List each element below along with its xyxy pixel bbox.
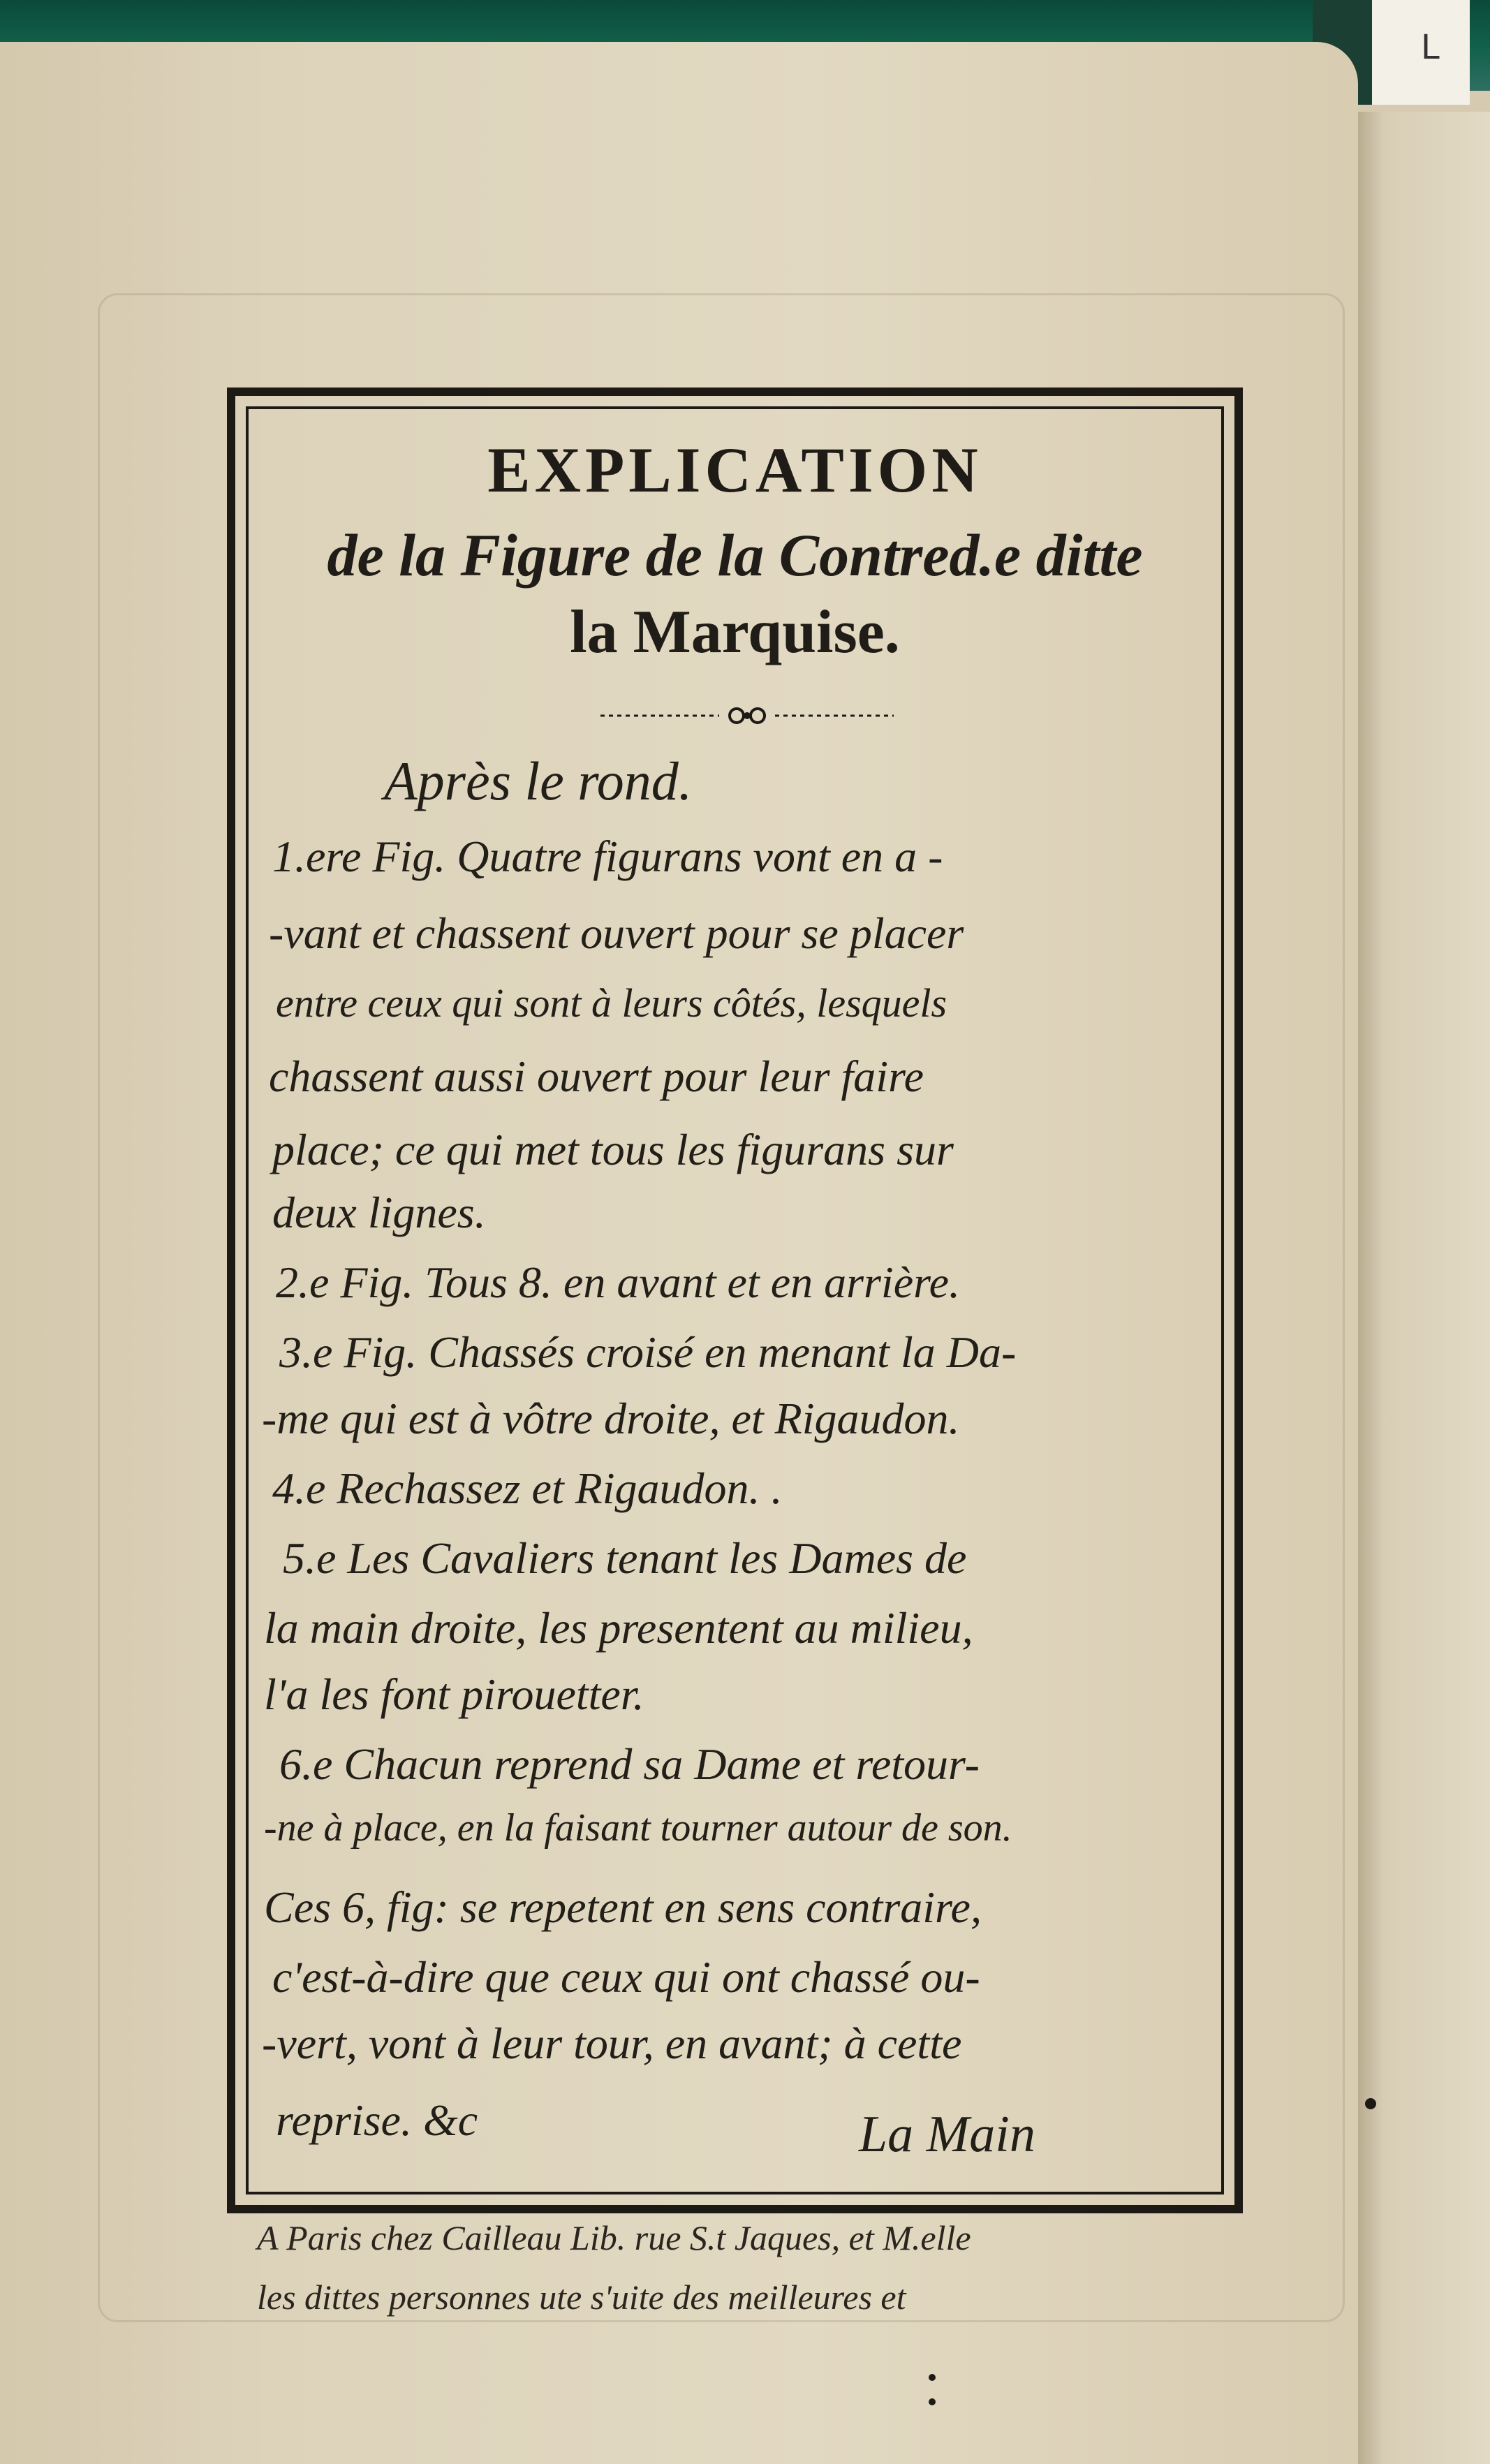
text-line: -vant et chassent ouvert pour se placer [269,908,964,958]
signature: La Main [859,2106,1035,2163]
ink-dot [1365,2098,1376,2109]
text-line: la main droite, les presentent au milieu, [264,1603,973,1653]
ink-dot [929,2374,936,2381]
text-line: 3.e Fig. Chassés croisé en menant la Da- [279,1327,1017,1377]
library-tag-text: L [1421,28,1440,67]
text-line: 2.e Fig. Tous 8. en avant et en arrière. [276,1257,961,1307]
text-line: place; ce qui met tous les figurans sur [272,1125,954,1174]
plate-title: EXPLICATION [487,434,982,506]
text-line: Après le rond. [384,751,693,811]
text-line: 4.e Rechassez et Rigaudon. . [272,1463,783,1513]
adjacent-page [1358,112,1490,2464]
text-line: c'est-à-dire que ceux qui ont chassé ou- [272,1952,980,2002]
ink-dot [929,2398,936,2405]
plate-subtitle-line1: de la Figure de la Contred.e ditte [327,522,1143,589]
text-line: l'a les font pirouetter. [264,1669,644,1719]
imprint-line2: les dittes personnes ute s'uite des meilleures et [257,2278,906,2317]
text-line: 1.ere Fig. Quatre figurans vont en a - [272,832,943,881]
text-line: 5.e Les Cavaliers tenant les Dames de [283,1533,967,1583]
text-line: reprise. &c [276,2095,478,2145]
text-line: 6.e Chacun reprend sa Dame et retour- [279,1739,980,1789]
text-line: chassent aussi ouvert pour leur faire [269,1052,924,1101]
text-line: deux lignes. [272,1188,486,1237]
text-line: -me qui est à vôtre droite, et Rigaudon. [262,1394,960,1443]
plate-subtitle-line2: la Marquise. [570,598,900,666]
imprint-line1: A Paris chez Cailleau Lib. rue S.t Jaques, et M.elle [257,2218,971,2257]
text-line: Ces 6, fig: se repetent en sens contraire, [264,1882,982,1932]
text-line: -ne à place, en la faisant tourner autour de son. [264,1806,1012,1850]
text-line: -vert, vont à leur tour, en avant; à cette [262,2019,962,2068]
text-line: entre ceux qui sont à leurs côtés, lesquels [276,980,947,1026]
ornament-divider [600,702,894,730]
